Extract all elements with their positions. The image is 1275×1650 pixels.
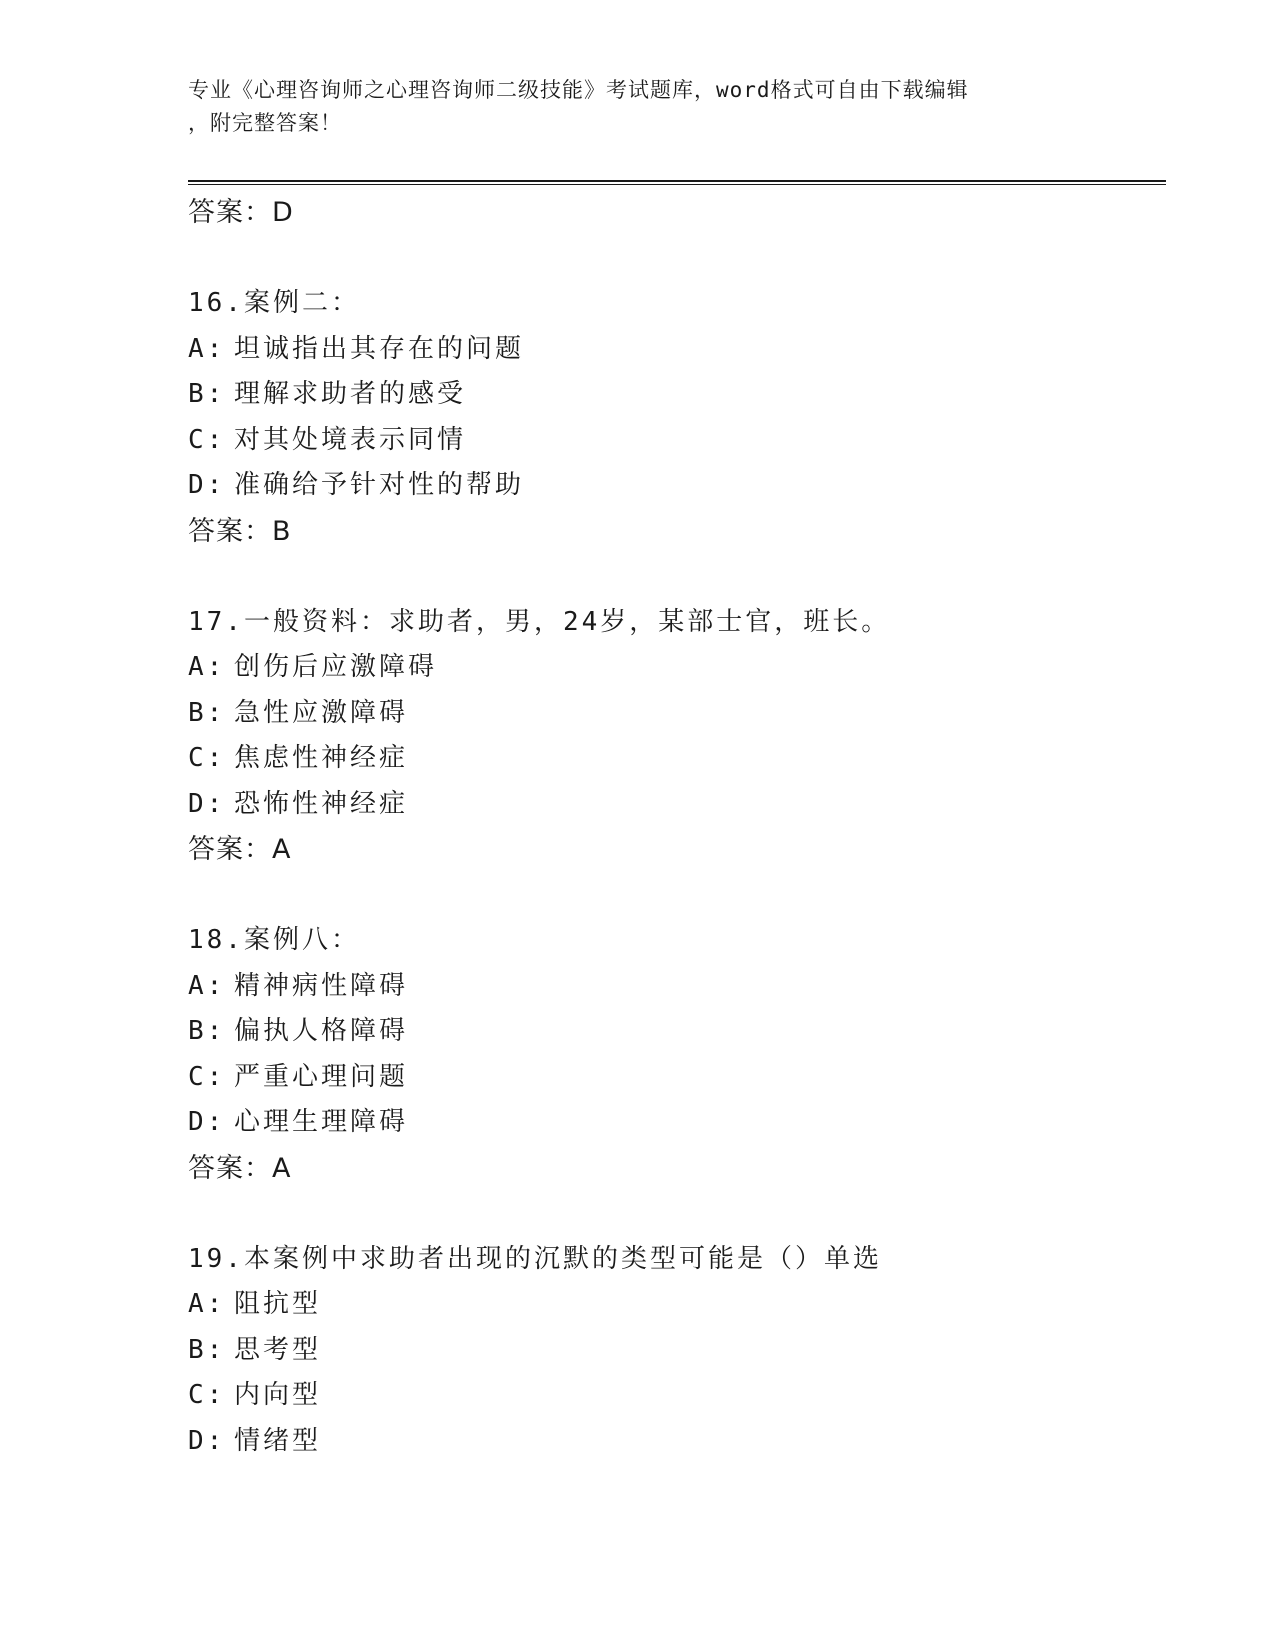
option-text: 准确给予针对性的帮助: [234, 470, 525, 500]
option-b: [188, 691, 1148, 737]
question-title: 19.本案例中求助者出现的沉默的类型可能是（）单选: [188, 1243, 882, 1274]
option-letter: C:: [188, 1380, 226, 1410]
question-answer: [188, 827, 1148, 873]
header-line-1: 专业《心理咨询师之心理咨询师二级技能》考试题库，word格式可自由下载编辑: [188, 78, 969, 102]
option-text: 恐怖性神经症: [234, 788, 409, 819]
option-c: [188, 418, 1148, 464]
option-d: [188, 463, 1148, 509]
question-block: [188, 1237, 1148, 1465]
answer-prefix: 答案：: [188, 1152, 272, 1184]
question-title: 18.案例八：: [188, 925, 360, 955]
answer-prefix: 答案：: [188, 515, 272, 547]
option-text: 心理生理障碍: [234, 1107, 409, 1137]
option-text: 焦虑性神经症: [234, 743, 409, 773]
option-letter: C:: [188, 424, 226, 455]
option-c: [188, 736, 1148, 782]
option-d: [188, 782, 1148, 828]
option-letter: D:: [188, 470, 226, 500]
option-letter: A:: [188, 333, 226, 364]
option-text: 坦诚指出其存在的问题: [234, 333, 525, 364]
option-letter: C:: [188, 1061, 226, 1092]
question-title: 17.一般资料：求助者，男，24岁，某部士官，班长。: [188, 606, 891, 637]
answer-value: D: [272, 197, 294, 228]
option-text: 精神病性障碍: [234, 970, 409, 1001]
option-a: [188, 327, 1148, 373]
question-block: [188, 918, 1148, 1237]
option-letter: D:: [188, 1107, 226, 1137]
option-text: 创伤后应激障碍: [234, 652, 438, 682]
option-text: 阻抗型: [234, 1289, 322, 1319]
option-text: 情绪型: [234, 1425, 322, 1456]
answer-value: A: [272, 834, 292, 865]
option-b: [188, 1009, 1148, 1055]
option-letter: C:: [188, 743, 226, 773]
answer-prefix: 答案：: [188, 197, 272, 228]
question-title: 16.案例二：: [188, 288, 360, 318]
answer-value: A: [272, 1152, 292, 1184]
option-text: 急性应激障碍: [234, 697, 409, 728]
option-a: [188, 645, 1148, 691]
option-b: [188, 1328, 1148, 1374]
option-d: [188, 1100, 1148, 1146]
answer-value: B: [272, 515, 292, 547]
option-text: 对其处境表示同情: [234, 424, 467, 455]
question-block: [188, 281, 1148, 600]
option-text: 思考型: [234, 1334, 322, 1365]
option-text: 严重心理问题: [234, 1061, 409, 1092]
option-letter: B:: [188, 1016, 226, 1046]
option-text: 理解求助者的感受: [234, 379, 467, 409]
option-letter: A:: [188, 1289, 226, 1319]
question-answer: [188, 509, 1148, 555]
answer-prefix: 答案：: [188, 834, 272, 865]
option-d: [188, 1419, 1148, 1465]
question-list: [188, 190, 1148, 1464]
option-c: [188, 1055, 1148, 1101]
option-letter: B:: [188, 379, 226, 409]
option-a: [188, 1282, 1148, 1328]
option-letter: B:: [188, 697, 226, 728]
option-text: 内向型: [234, 1380, 322, 1410]
header-divider: [188, 180, 1166, 185]
option-a: [188, 964, 1148, 1010]
header-line-2: ，附完整答案！: [188, 111, 342, 135]
previous-answer: [188, 190, 1148, 236]
option-c: [188, 1373, 1148, 1419]
option-letter: B:: [188, 1334, 226, 1365]
option-letter: A:: [188, 652, 226, 682]
option-b: [188, 372, 1148, 418]
option-letter: D:: [188, 788, 226, 819]
question-answer: [188, 1146, 1148, 1192]
option-letter: D:: [188, 1425, 226, 1456]
document-header: [188, 74, 1088, 140]
option-text: 偏执人格障碍: [234, 1016, 409, 1046]
question-block: [188, 600, 1148, 919]
option-letter: A:: [188, 970, 226, 1001]
